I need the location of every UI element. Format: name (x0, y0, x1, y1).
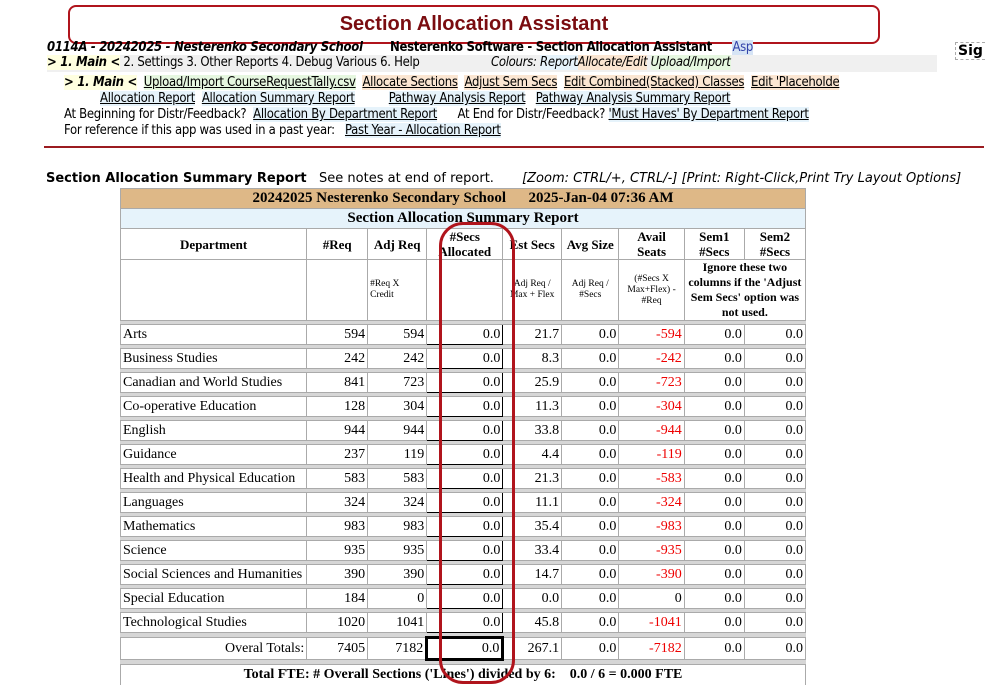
menu-other-reports[interactable]: 3. Other Reports (186, 55, 279, 70)
avail-seats-cell: -583 (619, 469, 684, 489)
department-cell: Special Education (121, 589, 307, 609)
avail-seats-cell: -390 (619, 565, 684, 585)
sem1-cell: 0.0 (684, 493, 744, 513)
column-header: Sem2 #Secs (744, 229, 805, 260)
avg-size-cell: 0.0 (562, 469, 619, 489)
department-cell: Overal Totals: (121, 638, 307, 660)
sem1-cell: 0.0 (684, 397, 744, 417)
avg-size-cell: 0.0 (562, 541, 619, 561)
est-secs-cell: 8.3 (503, 349, 562, 369)
est-secs-cell: 267.1 (503, 638, 562, 660)
sem2-cell: 0.0 (744, 349, 805, 369)
adj-req-cell: 983 (368, 517, 427, 537)
adjust-sem-link[interactable]: Adjust Sem Secs (464, 75, 558, 90)
avg-size-cell: 0.0 (562, 397, 619, 417)
department-cell: Technological Studies (121, 613, 307, 633)
req-cell: 1020 (307, 613, 368, 633)
adj-req-cell: 594 (368, 325, 427, 345)
avg-size-cell: 0.0 (562, 493, 619, 513)
department-cell: Co-operative Education (121, 397, 307, 417)
column-header: #Req (307, 229, 368, 260)
est-secs-cell: 14.7 (503, 565, 562, 585)
adj-req-cell: 304 (368, 397, 427, 417)
adj-req-cell: 390 (368, 565, 427, 585)
avg-size-cell: 0.0 (562, 445, 619, 465)
req-cell: 583 (307, 469, 368, 489)
sem1-cell: 0.0 (684, 638, 744, 660)
begin-label: At Beginning for Distr/Feedback? (64, 107, 247, 122)
sem2-cell: 0.0 (744, 373, 805, 393)
column-header: #Secs Allocated (427, 229, 503, 260)
adj-req-cell: 0 (368, 589, 427, 609)
summary-table (120, 188, 806, 685)
sem2-cell: 0.0 (744, 421, 805, 441)
req-cell: 242 (307, 349, 368, 369)
column-header: Department (121, 229, 307, 260)
avg-size-cell: 0.0 (562, 373, 619, 393)
adj-req-cell: 119 (368, 445, 427, 465)
est-secs-cell: 21.7 (503, 325, 562, 345)
adj-req-cell: 935 (368, 541, 427, 561)
adj-req-cell: 723 (368, 373, 427, 393)
secs-allocated-cell[interactable]: 0.0 (427, 589, 503, 609)
est-secs-cell: 25.9 (503, 373, 562, 393)
avg-size-cell: 0.0 (562, 638, 619, 660)
pathway-summary-link[interactable]: Pathway Analysis Summary Report (535, 91, 731, 106)
fte-summary: Total FTE: # Overall Sections ('Lines') divided by 6: 0.0 / 6 = 0.000 FTE (121, 665, 806, 686)
column-subheader: Adj Req / Max + Flex (503, 260, 562, 321)
column-header: Adj Req (368, 229, 427, 260)
sem1-cell: 0.0 (684, 325, 744, 345)
school-header: 20242025 Nesterenko Secondary School 2025-Jan-04 07:36 AM (121, 189, 806, 209)
secs-allocated-cell[interactable]: 0.0 (427, 565, 503, 585)
end-label: At End for Distr/Feedback? (457, 107, 606, 122)
avg-size-cell: 0.0 (562, 517, 619, 537)
combined-link[interactable]: Edit Combined(Stacked) Classes (563, 75, 745, 90)
table-row (121, 517, 806, 537)
sem2-cell: 0.0 (744, 589, 805, 609)
sem2-cell: 0.0 (744, 541, 805, 561)
est-secs-cell: 35.4 (503, 517, 562, 537)
avail-seats-cell: -944 (619, 421, 684, 441)
sem1-cell: 0.0 (684, 445, 744, 465)
secs-allocated-cell[interactable]: 0.0 (427, 613, 503, 633)
adj-req-cell: 242 (368, 349, 427, 369)
secs-allocated-cell[interactable]: 0.0 (427, 349, 503, 369)
app-label: Nesterenko Software - Section Allocation Assistant (390, 40, 712, 55)
sem2-cell: 0.0 (744, 517, 805, 537)
secs-allocated-cell[interactable]: 0.0 (427, 373, 503, 393)
avg-size-cell: 0.0 (562, 613, 619, 633)
avg-size-cell: 0.0 (562, 565, 619, 585)
past-label: For reference if this app was used in a past year: (64, 123, 335, 138)
avail-seats-cell: -304 (619, 397, 684, 417)
menu-main[interactable]: > 1. Main < (47, 55, 120, 70)
asp-link[interactable]: Asp (732, 40, 754, 55)
adj-req-cell: 7182 (368, 638, 427, 660)
avail-seats-cell: -983 (619, 517, 684, 537)
secs-allocated-cell[interactable]: 0.0 (427, 638, 503, 660)
avail-seats-cell: -324 (619, 493, 684, 513)
req-cell: 128 (307, 397, 368, 417)
allocation-summary-link[interactable]: Allocation Summary Report (201, 91, 355, 106)
past-year (64, 123, 501, 138)
column-subheader (427, 260, 503, 321)
avail-seats-cell: -7182 (619, 638, 684, 660)
secs-allocated-cell[interactable]: 0.0 (427, 541, 503, 561)
secs-allocated-cell[interactable]: 0.0 (427, 421, 503, 441)
department-cell: Languages (121, 493, 307, 513)
main-menu (47, 55, 937, 72)
req-cell: 944 (307, 421, 368, 441)
department-cell: Arts (121, 325, 307, 345)
table-row (121, 421, 806, 441)
req-cell: 184 (307, 589, 368, 609)
est-secs-cell: 21.3 (503, 469, 562, 489)
avail-seats-cell: 0 (619, 589, 684, 609)
placeholder-link[interactable]: Edit 'Placeholde (751, 75, 840, 90)
department-cell: Health and Physical Education (121, 469, 307, 489)
avg-size-cell: 0.0 (562, 589, 619, 609)
est-secs-cell: 45.8 (503, 613, 562, 633)
sem2-cell: 0.0 (744, 493, 805, 513)
sem2-cell: 0.0 (744, 325, 805, 345)
avg-size-cell: 0.0 (562, 349, 619, 369)
column-subheader: #Req X Credit (368, 260, 427, 321)
column-subheader (307, 260, 368, 321)
colour-allocate: Allocate/Edit (577, 55, 648, 70)
sem1-cell: 0.0 (684, 373, 744, 393)
avail-seats-cell: -935 (619, 541, 684, 561)
sem1-cell: 0.0 (684, 469, 744, 489)
est-secs-cell: 4.4 (503, 445, 562, 465)
req-cell: 935 (307, 541, 368, 561)
sem2-cell: 0.0 (744, 397, 805, 417)
req-cell: 7405 (307, 638, 368, 660)
totals-row (121, 638, 806, 660)
req-cell: 390 (307, 565, 368, 585)
est-secs-cell: 11.3 (503, 397, 562, 417)
avail-seats-cell: -242 (619, 349, 684, 369)
sem2-cell: 0.0 (744, 445, 805, 465)
report-label: Section Allocation Summary Report (46, 171, 307, 186)
sem2-cell: 0.0 (744, 638, 805, 660)
allocation-report-link[interactable]: Allocation Report (100, 91, 195, 106)
sem1-cell: 0.0 (684, 517, 744, 537)
secs-allocated-cell[interactable]: 0.0 (427, 517, 503, 537)
school-label: 0114A - 20242025 - Nesterenko Secondary School (47, 40, 363, 55)
table-row (121, 565, 806, 585)
secs-allocated-cell[interactable]: 0.0 (427, 493, 503, 513)
department-cell: Canadian and World Studies (121, 373, 307, 393)
table-row (121, 541, 806, 561)
secs-allocated-cell[interactable]: 0.0 (427, 445, 503, 465)
table-row (121, 493, 806, 513)
department-cell: Guidance (121, 445, 307, 465)
secs-allocated-cell[interactable]: 0.0 (427, 469, 503, 489)
past-year-link[interactable]: Past Year - Allocation Report (344, 123, 501, 138)
column-subheader (121, 260, 307, 321)
column-header: Avg Size (562, 229, 619, 260)
department-cell: Business Studies (121, 349, 307, 369)
req-cell: 237 (307, 445, 368, 465)
table-row (121, 613, 806, 633)
est-secs-cell: 0.0 (503, 589, 562, 609)
avg-size-cell: 0.0 (562, 421, 619, 441)
sign-in-link[interactable]: Sig (955, 42, 985, 60)
report-heading (46, 171, 961, 186)
secs-allocated-cell[interactable]: 0.0 (427, 397, 503, 417)
avg-size-cell: 0.0 (562, 325, 619, 345)
zoom-hint: [Zoom: CTRL/+, CTRL/-] [Print: Right-Click,Print Try Layout Options] (522, 171, 962, 186)
department-cell: English (121, 421, 307, 441)
table-row (121, 373, 806, 393)
avail-seats-cell: -119 (619, 445, 684, 465)
sem1-cell: 0.0 (684, 589, 744, 609)
feedback-links (64, 107, 809, 122)
report-notes: See notes at end of report. (319, 171, 494, 186)
by-dept-link[interactable]: Allocation By Department Report (253, 107, 438, 122)
must-haves-link[interactable]: 'Must Haves' By Department Report (608, 107, 809, 122)
header-line (47, 40, 753, 55)
sem2-cell: 0.0 (744, 613, 805, 633)
colours-label: Colours: (491, 55, 537, 70)
app-title: Section Allocation Assistant (68, 5, 880, 44)
req-cell: 324 (307, 493, 368, 513)
column-header: Est Secs (503, 229, 562, 260)
upload-link[interactable]: Upload/Import CourseRequestTally.csv (143, 75, 356, 90)
department-cell: Science (121, 541, 307, 561)
sem2-cell: 0.0 (744, 565, 805, 585)
department-cell: Mathematics (121, 517, 307, 537)
req-cell: 841 (307, 373, 368, 393)
sem2-cell: 0.0 (744, 469, 805, 489)
column-header: Avail Seats (619, 229, 684, 260)
avail-seats-cell: -723 (619, 373, 684, 393)
colour-upload: Upload/Import (650, 55, 731, 70)
department-cell: Social Sciences and Humanities (121, 565, 307, 585)
table-row (121, 469, 806, 489)
table-row (121, 589, 806, 609)
est-secs-cell: 33.4 (503, 541, 562, 561)
sub-main[interactable]: > 1. Main < (64, 75, 137, 90)
menu-settings[interactable]: 2. Settings (123, 55, 183, 70)
sem1-cell: 0.0 (684, 421, 744, 441)
menu-debug[interactable]: 4. Debug Various (281, 55, 377, 70)
column-subheader: Adj Req / #Secs (562, 260, 619, 321)
adj-req-cell: 944 (368, 421, 427, 441)
sem1-cell: 0.0 (684, 613, 744, 633)
report-links (100, 91, 730, 106)
adj-req-cell: 583 (368, 469, 427, 489)
pathway-link[interactable]: Pathway Analysis Report (388, 91, 526, 106)
table-row (121, 325, 806, 345)
sem1-cell: 0.0 (684, 349, 744, 369)
menu-help[interactable]: 6. Help (380, 55, 420, 70)
adj-req-cell: 324 (368, 493, 427, 513)
table-row (121, 445, 806, 465)
sub-menu (64, 75, 839, 90)
req-cell: 594 (307, 325, 368, 345)
table-row (121, 397, 806, 417)
est-secs-cell: 11.1 (503, 493, 562, 513)
secs-allocated-cell[interactable]: 0.0 (427, 325, 503, 345)
column-subheader: (#Secs X Max+Flex) - #Req (619, 260, 684, 321)
colour-report: Report (540, 55, 578, 70)
sem1-cell: 0.0 (684, 541, 744, 561)
column-header: Sem1 #Secs (684, 229, 744, 260)
sem1-cell: 0.0 (684, 565, 744, 585)
divider (44, 146, 984, 148)
req-cell: 983 (307, 517, 368, 537)
allocate-link[interactable]: Allocate Sections (362, 75, 458, 90)
est-secs-cell: 33.8 (503, 421, 562, 441)
adj-req-cell: 1041 (368, 613, 427, 633)
avail-seats-cell: -1041 (619, 613, 684, 633)
ignore-note: Ignore these two columns if the 'Adjust Sem Secs' option was not used. (684, 260, 805, 321)
avail-seats-cell: -594 (619, 325, 684, 345)
table-title: Section Allocation Summary Report (121, 209, 806, 229)
table-row (121, 349, 806, 369)
